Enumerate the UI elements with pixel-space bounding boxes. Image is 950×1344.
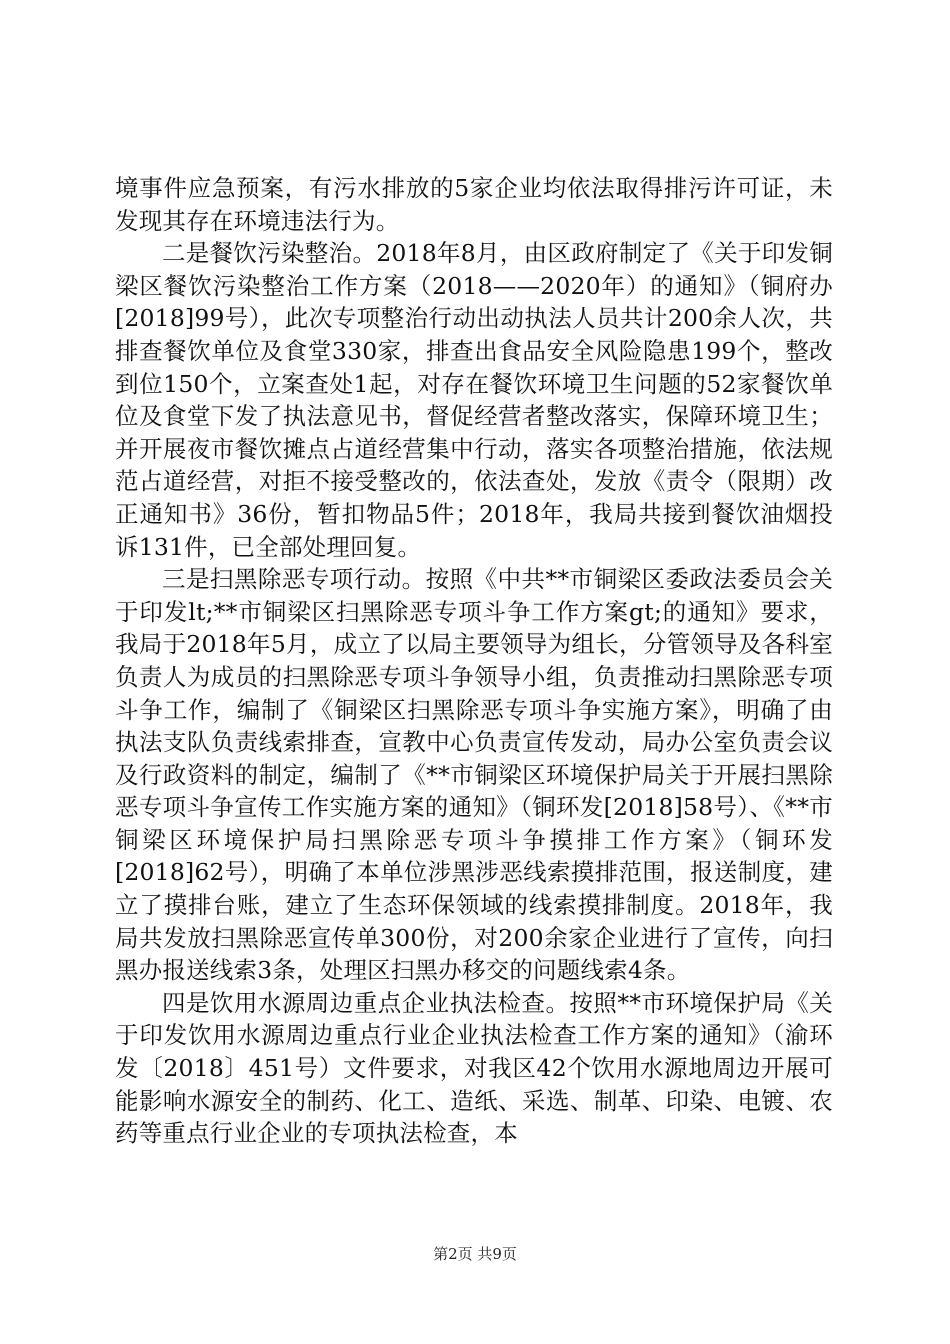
page-footer: 第2页 共9页 xyxy=(433,1245,517,1263)
paragraph-catering-pollution: 二是餐饮污染整治。2018年8月，由区政府制定了《关于印发铜梁区餐饮污染整治工作方案（2018——2020年）的通知》（铜府办[2018]99号），此次专项整治行动出动执法人员共计200余人次，共排查餐饮单位及食堂330家，排查出食品安全风险隐患199个，整改到位150个，立案查处1起，对存在餐饮环境卫生问题的52家餐饮单位及食堂下发了执法意见书，督促经营者整改落实，保障环境卫生；并开展夜市餐饮摊点占道经营集中行动，落实各项整治措施，依法规范占道经营，对拒不接受整改的，依法查处，发放《责令（限期）改正通知书》36份，暂扣物品5件；2018年，我局共接到餐饮油烟投诉131件，已全部处理回复。 xyxy=(115,239,833,561)
paragraph-water-source-inspection: 四是饮用水源周边重点企业执法检查。按照**市环境保护局《关于印发饮用水源周边重点行业企业执法检查工作方案的通知》（渝环发〔2018〕451号）文件要求，对我区42个饮用水源地周边开展可能影响水源安全的制药、化工、造纸、采选、制革、印染、电镀、农药等重点行业企业的专项执法检查，本 xyxy=(115,988,833,1148)
paragraph-anti-crime-campaign: 三是扫黑除恶专项行动。按照《中共**市铜梁区委政法委员会关于印发lt;**市铜梁区扫黑除恶专项斗争工作方案gt;的通知》要求，我局于2018年5月，成立了以局主要领导为组长，分管领导及各科室负责人为成员的扫黑除恶专项斗争领导小组，负责推动扫黑除恶专项斗争工作，编制了《铜梁区扫黑除恶专项斗争实施方案》，明确了由执法支队负责线索排查，宣教中心负责宣传发动，局办公室负责会议及行政资料的制定，编制了《**市铜梁区环境保护局关于开展扫黑除恶专项斗争宣传工作实施方案的通知》（铜环发[2018]58号）、《**市铜梁区环境保护局扫黑除恶专项斗争摸排工作方案》（铜环发[2018]62号），明确了本单位涉黑涉恶线索摸排范围，报送制度，建立了摸排台账，建立了生态环保领域的线索摸排制度。2018年，我局共发放扫黑除恶宣传单300份，对200余家企业进行了宣传，向扫黑办报送线索3条，处理区扫黑办移交的问题线索4条。 xyxy=(115,565,833,985)
paragraph-continuation: 境事件应急预案，有污水排放的5家企业均依法取得排污许可证，未发现其存在环境违法行为。 xyxy=(115,174,833,235)
document-body xyxy=(115,172,833,1150)
